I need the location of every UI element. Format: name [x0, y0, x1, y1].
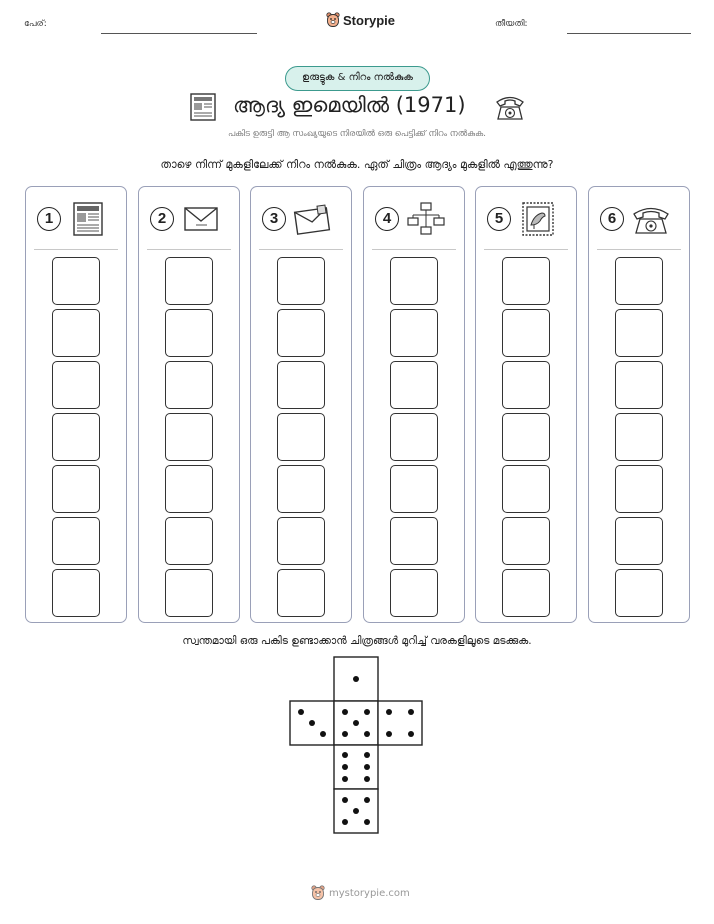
color-box[interactable] — [502, 465, 550, 513]
color-box[interactable] — [615, 465, 663, 513]
color-box[interactable] — [615, 309, 663, 357]
color-box[interactable] — [502, 309, 550, 357]
date-line — [567, 33, 691, 34]
color-box[interactable] — [390, 413, 438, 461]
newspaper-icon — [68, 201, 108, 237]
column-3 — [250, 186, 352, 623]
color-box[interactable] — [52, 465, 100, 513]
color-box[interactable] — [52, 569, 100, 617]
color-box[interactable] — [165, 569, 213, 617]
date-label: തീയതി: — [495, 19, 528, 29]
name-label: പേര്: — [24, 19, 47, 29]
column-number: 3 — [262, 207, 286, 231]
color-box[interactable] — [615, 413, 663, 461]
color-box[interactable] — [52, 517, 100, 565]
logo-text: Storypie — [343, 12, 396, 28]
newspaper-icon — [188, 92, 218, 122]
color-box[interactable] — [277, 517, 325, 565]
color-box[interactable] — [165, 413, 213, 461]
envelope-icon — [181, 201, 221, 237]
color-box[interactable] — [52, 309, 100, 357]
column-number: 1 — [37, 207, 61, 231]
color-box[interactable] — [615, 517, 663, 565]
storypie-logo — [326, 12, 395, 28]
color-box[interactable] — [502, 517, 550, 565]
column-divider — [34, 249, 118, 250]
color-box[interactable] — [615, 361, 663, 409]
subtitle: പകിട ഉരുട്ടി ആ സംഖ്യയുടെ നിരയിൽ ഒരു പെട്ടിക്ക് നിറം നൽകുക. — [228, 129, 486, 139]
color-box[interactable] — [502, 257, 550, 305]
column-4 — [363, 186, 465, 623]
column-number: 2 — [150, 207, 174, 231]
instruction-text: താഴെ നിന്ന് മുകളിലേക്ക് നിറം നൽകുക. ഏത് ചിത്രം ആദ്യം മുകളിൽ എത്തുന്നു? — [160, 158, 554, 171]
color-box[interactable] — [165, 257, 213, 305]
name-line — [101, 33, 257, 34]
color-box[interactable] — [277, 361, 325, 409]
column-6 — [588, 186, 690, 623]
color-box[interactable] — [52, 413, 100, 461]
rotary-phone-icon — [631, 201, 671, 237]
column-5 — [475, 186, 577, 623]
color-box[interactable] — [390, 465, 438, 513]
postage-stamp-icon — [518, 201, 558, 237]
color-box[interactable] — [390, 569, 438, 617]
color-box[interactable] — [390, 257, 438, 305]
bear-mascot-icon — [311, 885, 325, 901]
color-box[interactable] — [277, 465, 325, 513]
footer — [311, 885, 410, 901]
color-box[interactable] — [277, 569, 325, 617]
column-divider — [597, 249, 681, 250]
column-number: 4 — [375, 207, 399, 231]
color-box[interactable] — [502, 413, 550, 461]
footer-url[interactable]: mystorypie.com — [329, 887, 410, 899]
color-box[interactable] — [390, 361, 438, 409]
color-box[interactable] — [390, 517, 438, 565]
color-box[interactable] — [615, 569, 663, 617]
color-box[interactable] — [165, 361, 213, 409]
column-2 — [138, 186, 240, 623]
activity-badge: ഉരുട്ടുക & നിറം നൽകുക — [285, 66, 430, 91]
column-divider — [484, 249, 568, 250]
color-box[interactable] — [277, 257, 325, 305]
color-box[interactable] — [52, 361, 100, 409]
color-box[interactable] — [165, 465, 213, 513]
color-box[interactable] — [277, 309, 325, 357]
computer-network-icon — [406, 201, 446, 237]
bear-mascot-icon — [326, 12, 340, 28]
column-number: 6 — [600, 207, 624, 231]
color-box[interactable] — [165, 517, 213, 565]
die-net — [288, 655, 428, 839]
column-divider — [259, 249, 343, 250]
column-number: 5 — [487, 207, 511, 231]
stamped-envelope-icon — [293, 201, 333, 237]
color-box[interactable] — [502, 361, 550, 409]
color-box[interactable] — [615, 257, 663, 305]
die-face-6 — [334, 745, 378, 789]
color-box[interactable] — [502, 569, 550, 617]
color-box[interactable] — [277, 413, 325, 461]
color-box[interactable] — [52, 257, 100, 305]
column-divider — [372, 249, 456, 250]
color-box[interactable] — [390, 309, 438, 357]
column-divider — [147, 249, 231, 250]
page-title: ആദ്യ ഇമെയിൽ (1971) — [233, 93, 466, 117]
die-face-4 — [378, 701, 422, 745]
fold-instruction: സ്വന്തമായി ഒരു പകിട ഉണ്ടാക്കാൻ ചിത്രങ്ങൾ മുറിച്ച് വരകളിലൂടെ മടക്കുക. — [182, 635, 532, 647]
column-1 — [25, 186, 127, 623]
rotary-phone-icon — [493, 92, 527, 122]
color-box[interactable] — [165, 309, 213, 357]
